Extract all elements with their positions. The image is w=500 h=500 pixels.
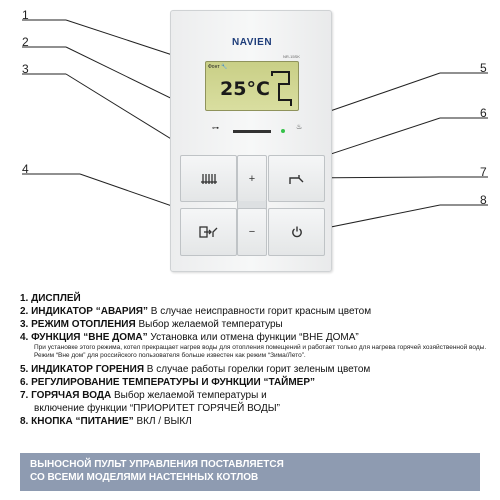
away-mode-button[interactable] — [180, 208, 237, 256]
legend-item-5: 5. ИНДИКАТОР ГОРЕНИЯ В случае работы горелки горит зеленым цветом — [20, 364, 371, 375]
hot-water-button[interactable] — [268, 155, 325, 202]
legend-item-7-line2: включение функции “ПРИОРИТЕТ ГОРЯЧЕЙ ВОДЫ” — [34, 403, 280, 414]
brand-logo: NAVIEN — [232, 37, 273, 48]
callout-3: 3 — [22, 62, 29, 76]
minus-icon: − — [248, 226, 256, 238]
heating-button[interactable] — [180, 155, 237, 202]
water-pipe-icon — [269, 70, 295, 108]
legend-item-7: 7. ГОРЯЧАЯ ВОДА Выбор желаемой температуры и — [20, 390, 267, 401]
model-label: NR-15SK — [283, 54, 300, 59]
temperature-up-button[interactable] — [237, 155, 267, 202]
display-top-text: Фонт 🔧 — [208, 64, 228, 70]
callout-7: 7 — [480, 165, 487, 179]
callout-4: 4 — [22, 162, 29, 176]
callout-8: 8 — [480, 193, 487, 207]
callout-1: 1 — [22, 8, 29, 22]
faucet-icon — [289, 173, 305, 185]
display-temperature: 25°C — [220, 78, 270, 100]
legend-item-4: 4. ФУНКЦИЯ “ВНЕ ДОМА” Установка или отмена функции “ВНЕ ДОМА” — [20, 332, 359, 343]
legend-item-2: 2. ИНДИКАТОР “АВАРИЯ” В случае неисправности горит красным цветом — [20, 306, 372, 317]
remote-controller — [170, 10, 332, 272]
temperature-down-button[interactable] — [237, 208, 267, 256]
legend-item-6: 6. РЕГУЛИРОВАНИЕ ТЕМПЕРАТУРЫ И ФУНКЦИИ “ТАЙМЕР” — [20, 377, 316, 388]
plus-icon: + — [248, 172, 256, 185]
radiator-icon — [201, 173, 217, 185]
legend-item-1: 1. ДИСПЛЕЙ — [20, 293, 81, 304]
away-mode-note: При установке этого режима, котел прекращает нагрев воды для отопления помещений и работает только для нагрева горячей хозяйственной воды. Режим “Вне дом” для российского пользователя больше известен как режим “Зима/Лето”. — [34, 344, 487, 359]
callout-5: 5 — [480, 61, 487, 75]
wrench-icon: ⊶ — [212, 125, 219, 132]
indicator-bar — [233, 130, 271, 133]
power-icon — [291, 226, 303, 238]
banner-line-2: СО ВСЕМИ МОДЕЛЯМИ НАСТЕННЫХ КОТЛОВ — [30, 472, 259, 483]
lcd-display — [205, 61, 299, 111]
away-exit-icon — [199, 226, 219, 238]
callout-6: 6 — [480, 106, 487, 120]
legend-list — [20, 292, 490, 428]
power-button[interactable] — [268, 208, 325, 256]
legend-item-3: 3. РЕЖИМ ОТОПЛЕНИЯ Выбор желаемой температуры — [20, 319, 283, 330]
info-banner — [20, 453, 480, 491]
flame-icon: ♨ — [296, 124, 303, 131]
flame-indicator-led — [281, 129, 285, 133]
callout-2: 2 — [22, 35, 29, 49]
legend-item-8: 8. КНОПКА “ПИТАНИЕ” ВКЛ / ВЫКЛ — [20, 416, 192, 427]
banner-line-1: ВЫНОСНОЙ ПУЛЬТ УПРАВЛЕНИЯ ПОСТАВЛЯЕТСЯ — [30, 459, 284, 470]
